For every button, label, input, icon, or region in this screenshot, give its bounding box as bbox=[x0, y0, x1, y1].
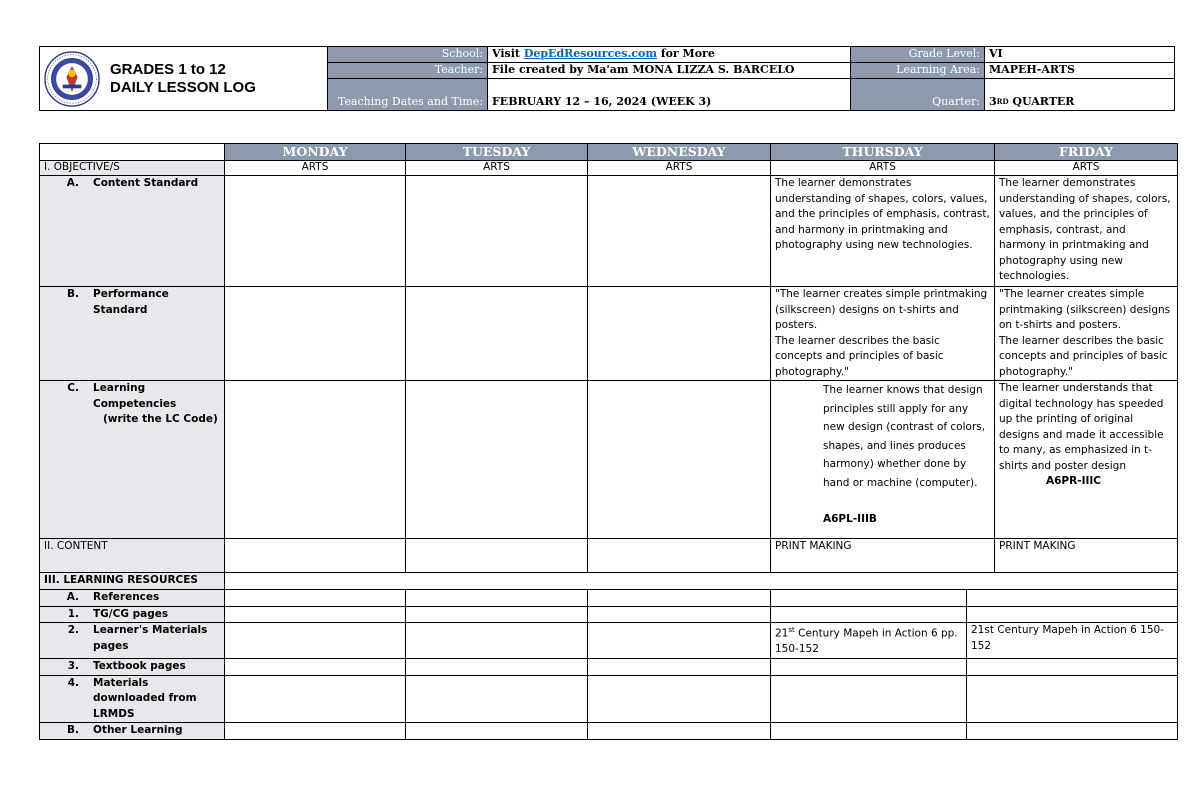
other-learning-row bbox=[40, 723, 1178, 740]
tb-num: 3. bbox=[67, 659, 79, 672]
tb-thursday bbox=[771, 658, 967, 675]
learners-materials-row bbox=[40, 623, 1178, 659]
references-label bbox=[40, 590, 225, 607]
ps-wednesday bbox=[588, 287, 771, 381]
tg-cg-row bbox=[40, 606, 1178, 623]
ref-friday bbox=[967, 590, 1178, 607]
objective-tuesday: ARTS bbox=[406, 161, 588, 176]
lr-monday bbox=[225, 675, 406, 723]
objectives-label: I. OBJECTIVE/S bbox=[40, 161, 225, 176]
cs-friday: The learner demonstrates understanding of shapes, colors, values, and the principles of emphasis, contrast, and harmony in printmaking and photography using new technologies. bbox=[995, 176, 1178, 287]
ol-friday bbox=[967, 723, 1178, 740]
content-friday: PRINT MAKING bbox=[995, 539, 1178, 573]
performance-standard-label bbox=[40, 287, 225, 381]
tg-wednesday bbox=[588, 606, 771, 623]
lrmds-label bbox=[40, 675, 225, 723]
area-label: Learning Area: bbox=[851, 63, 985, 79]
ps-thursday bbox=[771, 287, 995, 381]
area-value: MAPEH-ARTS bbox=[985, 63, 1174, 79]
learning-resources-span bbox=[225, 573, 1178, 590]
lc-num: C. bbox=[67, 382, 79, 394]
content-standard-label bbox=[40, 176, 225, 287]
dates-value: FEBRUARY 12 – 16, 2024 (WEEK 3) bbox=[488, 79, 851, 110]
ps-tuesday bbox=[406, 287, 588, 381]
ol-text: Other Learning bbox=[93, 724, 183, 736]
dll-header bbox=[39, 46, 1175, 111]
tb-tuesday bbox=[406, 658, 588, 675]
quarter-label: Quarter: bbox=[851, 79, 985, 110]
cs-num: A. bbox=[66, 177, 79, 189]
lc-thursday bbox=[771, 381, 995, 539]
deped-seal-icon bbox=[44, 51, 100, 107]
tg-tuesday bbox=[406, 606, 588, 623]
ps-num: B. bbox=[67, 288, 79, 300]
dates-label: Teaching Dates and Time: bbox=[328, 79, 488, 110]
ol-num: B. bbox=[67, 724, 79, 736]
teacher-label: Teacher: bbox=[328, 63, 488, 79]
lm-monday bbox=[225, 623, 406, 659]
deped-resources-link[interactable]: DepEdResources.com bbox=[523, 47, 657, 60]
quarter-num: 3 bbox=[989, 95, 997, 108]
ref-monday bbox=[225, 590, 406, 607]
lesson-log-table bbox=[39, 143, 1178, 740]
ps-text: Performance Standard bbox=[93, 288, 169, 316]
title-line-2: DAILY LESSON LOG bbox=[110, 78, 256, 96]
grade-value: VI bbox=[985, 47, 1174, 63]
lr-friday bbox=[967, 675, 1178, 723]
lc-friday bbox=[995, 381, 1178, 539]
content-row bbox=[40, 539, 1178, 573]
textbook-row bbox=[40, 658, 1178, 675]
corner-cell bbox=[40, 144, 225, 161]
tg-monday bbox=[225, 606, 406, 623]
tg-thursday bbox=[771, 606, 967, 623]
objective-thursday: ARTS bbox=[771, 161, 995, 176]
lm-friday: 21st Century Mapeh in Action 6 150-152 bbox=[967, 623, 1178, 659]
content-tuesday bbox=[406, 539, 588, 573]
ps-friday-line1: "The learner creates simple printmaking (silkscreen) designs on t-shirts and posters. bbox=[999, 288, 1171, 331]
lm-wednesday bbox=[588, 623, 771, 659]
ps-thursday-line2: The learner describes the basic concepts and principles of basic photography." bbox=[775, 334, 944, 378]
lm-text: Learner's Materials pages bbox=[93, 624, 208, 652]
day-friday: FRIDAY bbox=[995, 144, 1178, 161]
tb-friday bbox=[967, 658, 1178, 675]
lm-thu-pre: 21 bbox=[775, 627, 789, 640]
title-line-1: GRADES 1 to 12 bbox=[110, 60, 226, 78]
lm-num: 2. bbox=[67, 624, 79, 636]
quarter-sup: RD bbox=[996, 97, 1009, 106]
lr-thursday bbox=[771, 675, 967, 723]
day-thursday: THURSDAY bbox=[771, 144, 995, 161]
tg-cg-label bbox=[40, 606, 225, 623]
ol-tuesday bbox=[406, 723, 588, 740]
lrmds-row bbox=[40, 675, 1178, 723]
ref-wednesday bbox=[588, 590, 771, 607]
day-header-row bbox=[40, 144, 1178, 161]
lr-text: Materials downloaded from LRMDS bbox=[93, 676, 197, 720]
objective-wednesday: ARTS bbox=[588, 161, 771, 176]
lc-thursday-text: The learner knows that design principles still apply for any new design (contrast of colors, shapes, and lines produces harmony) whether done by hand or machine (computer). bbox=[823, 384, 986, 489]
learning-resources-label: III. LEARNING RESOURCES bbox=[40, 573, 225, 590]
tb-monday bbox=[225, 658, 406, 675]
performance-standard-row bbox=[40, 287, 1178, 381]
quarter-word: QUARTER bbox=[1012, 95, 1075, 108]
content-monday bbox=[225, 539, 406, 573]
ps-friday-line2: The learner describes the basic concepts and principles of basic photography." bbox=[999, 334, 1168, 378]
day-wednesday: WEDNESDAY bbox=[588, 144, 771, 161]
content-thursday: PRINT MAKING bbox=[771, 539, 995, 573]
learning-competencies-label bbox=[40, 381, 225, 539]
learning-competencies-row bbox=[40, 381, 1178, 539]
lc-thursday-code: A6PL-IIIB bbox=[823, 513, 877, 525]
lr-tuesday bbox=[406, 675, 588, 723]
objectives-row bbox=[40, 161, 1178, 176]
content-label: II. CONTENT bbox=[40, 539, 225, 573]
ps-thursday-line1: "The learner creates simple printmaking (silkscreen) designs on t-shirts and posters. bbox=[775, 288, 988, 331]
lc-monday bbox=[225, 381, 406, 539]
lc-friday-text: The learner understands that digital technology has speeded up the printing of original designs and made it accessible to many, as emphasized in t-shirts and poster design bbox=[999, 382, 1164, 472]
school-suffix: for More bbox=[660, 47, 715, 60]
ps-monday bbox=[225, 287, 406, 381]
teacher-value: File created by Ma'am MONA LIZZA S. BARCELO bbox=[488, 63, 851, 79]
tb-wednesday bbox=[588, 658, 771, 675]
lm-tuesday bbox=[406, 623, 588, 659]
tg-text: TG/CG pages bbox=[93, 607, 169, 620]
ol-thursday bbox=[771, 723, 967, 740]
ol-wednesday bbox=[588, 723, 771, 740]
lc-tuesday bbox=[406, 381, 588, 539]
school-value bbox=[488, 47, 851, 63]
learning-resources-row bbox=[40, 573, 1178, 590]
cs-tuesday bbox=[406, 176, 588, 287]
lr-wednesday bbox=[588, 675, 771, 723]
ref-text: References bbox=[93, 591, 160, 603]
grade-label: Grade Level: bbox=[851, 47, 985, 63]
cs-monday bbox=[225, 176, 406, 287]
header-title-block bbox=[40, 47, 328, 110]
day-tuesday: TUESDAY bbox=[406, 144, 588, 161]
references-row bbox=[40, 590, 1178, 607]
quarter-value bbox=[985, 79, 1174, 110]
ref-num: A. bbox=[66, 591, 79, 603]
textbook-label bbox=[40, 658, 225, 675]
objective-friday: ARTS bbox=[995, 161, 1178, 176]
header-info-grid bbox=[328, 47, 1174, 110]
lc-friday-code: A6PR-IIIC bbox=[1046, 475, 1101, 487]
lr-num: 4. bbox=[67, 676, 79, 689]
lm-thursday bbox=[771, 623, 967, 659]
ref-tuesday bbox=[406, 590, 588, 607]
day-monday: MONDAY bbox=[225, 144, 406, 161]
cs-text: Content Standard bbox=[93, 177, 199, 189]
lm-thu-post: Century Mapeh in Action 6 pp. 150-152 bbox=[775, 627, 958, 655]
other-learning-label bbox=[40, 723, 225, 740]
tb-text: Textbook pages bbox=[93, 659, 186, 672]
school-prefix: Visit bbox=[492, 47, 520, 60]
content-wednesday bbox=[588, 539, 771, 573]
tg-friday bbox=[967, 606, 1178, 623]
lc-text-2: (write the LC Code) bbox=[103, 413, 218, 425]
ref-thursday bbox=[771, 590, 967, 607]
objective-monday: ARTS bbox=[225, 161, 406, 176]
tg-num: 1. bbox=[67, 607, 79, 620]
lm-thu-sup: st bbox=[788, 626, 795, 634]
school-label: School: bbox=[328, 47, 488, 63]
cs-wednesday bbox=[588, 176, 771, 287]
cs-thursday: The learner demonstrates understanding of shapes, colors, values, and the principles of emphasis, contrast, and harmony in printmaking and photography using new technologies. bbox=[771, 176, 995, 287]
ol-monday bbox=[225, 723, 406, 740]
learners-materials-label bbox=[40, 623, 225, 659]
lc-text: Learning Competencies bbox=[93, 382, 177, 410]
ps-friday bbox=[995, 287, 1178, 381]
content-standard-row bbox=[40, 176, 1178, 287]
lc-wednesday bbox=[588, 381, 771, 539]
